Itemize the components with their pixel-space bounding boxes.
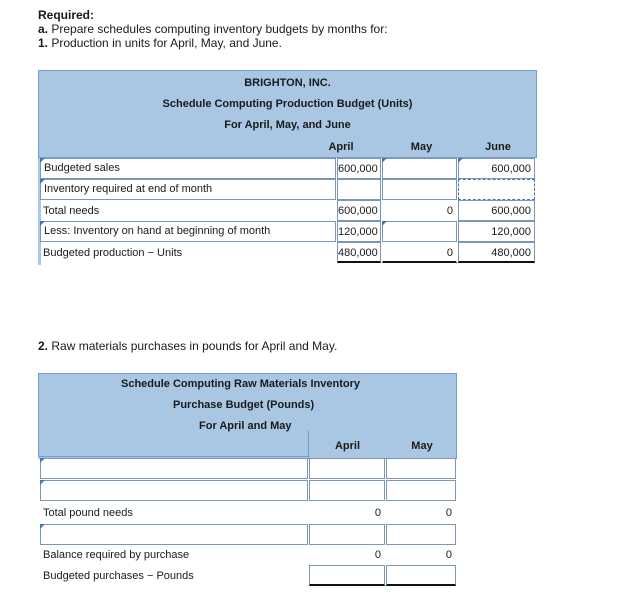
col-april: April <box>328 141 354 153</box>
raw-row-4-april[interactable] <box>309 524 385 545</box>
less-inventory-april[interactable]: 120,000 <box>337 221 381 242</box>
row-label-inventory-required[interactable]: Inventory required at end of month <box>40 179 336 200</box>
raw-title-2: Purchase Budget (Pounds) <box>173 399 315 411</box>
inventory-required-june[interactable] <box>458 179 535 200</box>
budgeted-sales-april[interactable]: 600,000 <box>337 158 381 179</box>
raw-row-4-may[interactable] <box>386 524 456 545</box>
raw-balance-required-april: 0 <box>374 549 381 561</box>
raw-row-1-april[interactable] <box>309 458 385 479</box>
instructions: Required: a. Prepare schedules computing inventory budgets by months for: 1. Production in units for April, May, and June. <box>38 8 388 50</box>
budgeted-sales-june[interactable]: 600,000 <box>458 158 535 179</box>
raw-row-2-may[interactable] <box>386 480 456 501</box>
budgeted-production-may: 0 <box>382 242 457 263</box>
col-may: May <box>410 141 433 153</box>
raw-row-2-april[interactable] <box>309 480 385 501</box>
inventory-required-april[interactable] <box>337 179 381 200</box>
part-1-text: Production in units for April, May, and June. <box>51 36 282 50</box>
raw-budgeted-purchases-april[interactable] <box>309 565 385 586</box>
company-name: BRIGHTON, INC. <box>244 77 331 89</box>
raw-budgeted-purchases-may[interactable] <box>386 565 456 586</box>
raw-total-pound-needs-label: Total pound needs <box>43 507 133 519</box>
production-schedule-title: Schedule Computing Production Budget (Units) <box>162 98 413 110</box>
total-needs-june: 600,000 <box>458 200 535 221</box>
row-label-total-needs: Total needs <box>43 205 100 217</box>
raw-row-1-label[interactable] <box>40 458 308 479</box>
total-needs-may: 0 <box>446 205 453 217</box>
raw-row-1-may[interactable] <box>386 458 456 479</box>
raw-total-pound-needs-may: 0 <box>445 507 452 519</box>
production-period: For April, May, and June <box>224 119 351 131</box>
budgeted-sales-may[interactable] <box>382 158 457 179</box>
col-june: June <box>485 141 511 153</box>
raw-balance-required-may: 0 <box>445 549 452 561</box>
inventory-required-may[interactable] <box>382 179 457 200</box>
part-a-text: Prepare schedules computing inventory budgets by months for: <box>51 22 388 36</box>
raw-col-april: April <box>334 440 361 452</box>
budgeted-production-april: 480,000 <box>337 242 381 263</box>
row-label-budgeted-sales[interactable]: Budgeted sales <box>40 158 336 179</box>
raw-total-pound-needs-april: 0 <box>374 507 381 519</box>
part-2-text: 2. Raw materials purchases in pounds for April and May. <box>38 339 338 353</box>
raw-budgeted-purchases-label: Budgeted purchases − Pounds <box>43 570 194 582</box>
total-needs-april: 600,000 <box>337 200 381 221</box>
row-label-budgeted-production: Budgeted production − Units <box>43 247 183 259</box>
raw-row-4-label[interactable] <box>40 524 308 545</box>
raw-col-may: May <box>411 440 433 452</box>
required-heading: Required: <box>38 8 95 22</box>
raw-period: For April and May <box>199 420 292 432</box>
budgeted-production-june: 480,000 <box>458 242 535 263</box>
row-label-less-inventory[interactable]: Less: Inventory on hand at beginning of month <box>40 221 336 242</box>
raw-balance-required-label: Balance required by purchase <box>43 549 190 561</box>
raw-row-2-label[interactable] <box>40 480 308 501</box>
less-inventory-may[interactable] <box>382 221 457 242</box>
less-inventory-june[interactable]: 120,000 <box>458 221 535 242</box>
raw-title-1: Schedule Computing Raw Materials Inventory <box>121 378 360 390</box>
production-table-header <box>38 70 537 158</box>
